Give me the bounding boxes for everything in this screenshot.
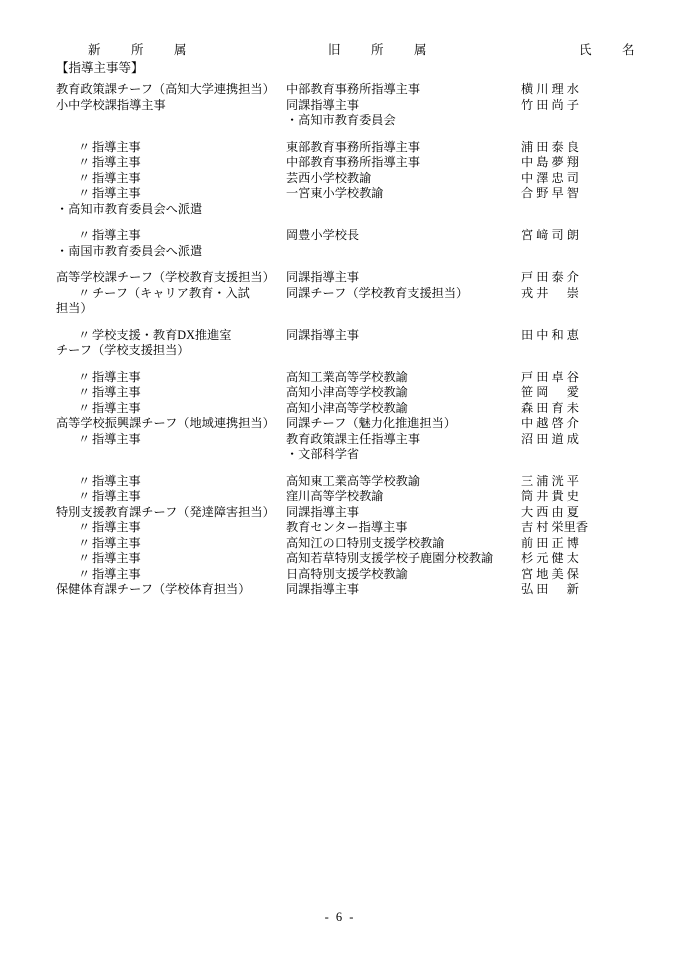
new-post-text: 指導主事	[92, 139, 141, 154]
cell-old-post	[286, 370, 521, 386]
table-row	[56, 82, 636, 98]
cell-new-post	[56, 228, 286, 259]
cell-new-post	[56, 155, 286, 171]
cell-person-name: 笹 岡 愛	[521, 385, 579, 399]
section-title: 【指導主事等】	[56, 61, 144, 75]
cell-new-post	[56, 520, 286, 536]
cell-new-post	[56, 489, 286, 505]
ditto-mark-icon: 〃	[78, 566, 91, 581]
old-post-text: 教育センター指導主事	[286, 520, 408, 534]
ditto-mark-icon: 〃	[78, 327, 91, 342]
cell-new-post	[56, 432, 286, 448]
ditto-mark-icon: 〃	[78, 285, 91, 300]
old-post-text: 一宮東小学校教諭	[286, 186, 384, 200]
page-number: - 6 -	[324, 910, 356, 924]
cell-new-post	[56, 416, 286, 432]
column-header-name: 氏 名	[579, 43, 644, 57]
table-body	[56, 82, 636, 598]
old-post-text: 高知工業高等学校教諭	[286, 369, 408, 384]
cell-new-post	[56, 186, 286, 217]
table-row	[56, 505, 636, 521]
cell-old-post	[286, 551, 521, 567]
new-post-text: 指導主事	[92, 473, 141, 488]
cell-person-name: 合 野 早 智	[521, 186, 579, 200]
new-post-note: ・高知市教育委員会へ派遣	[56, 201, 203, 216]
ditto-mark-icon: 〃	[78, 186, 91, 200]
old-post-text: 東部教育事務所指導主事	[286, 139, 421, 154]
cell-old-post	[286, 82, 521, 98]
cell-person-name: 戎 井 崇	[521, 285, 579, 300]
old-post-text: 窪川高等学校教諭	[286, 489, 384, 503]
new-post-text: 指導主事	[92, 551, 141, 565]
cell-person-name: 筒 井 貴 史	[521, 489, 579, 503]
table-row	[56, 171, 636, 187]
ditto-mark-icon: 〃	[78, 228, 91, 242]
old-post-text: 高知小津高等学校教諭	[286, 400, 408, 415]
table-row	[56, 186, 636, 217]
table-row	[56, 416, 636, 432]
cell-person-name: 弘 田 新	[521, 582, 579, 596]
table-row	[56, 474, 636, 490]
cell-old-post	[286, 401, 521, 417]
cell-person-name: 中 越 啓 介	[521, 416, 579, 430]
old-post-text: 高知小津高等学校教諭	[286, 385, 408, 399]
old-post-text: 高知東工業高等学校教諭	[286, 473, 421, 488]
cell-old-post	[286, 416, 521, 432]
cell-person-name: 宮 地 美 保	[521, 566, 579, 581]
cell-new-post	[56, 171, 286, 187]
old-post-text: 高知江の口特別支援学校教諭	[286, 535, 445, 550]
new-post-text: 特別支援教育課チーフ（発達障害担当）	[56, 504, 275, 519]
ditto-mark-icon: 〃	[78, 489, 91, 503]
cell-person-name: 中 島 夢 翔	[521, 155, 579, 169]
cell-old-post	[286, 520, 521, 536]
table-row	[56, 228, 636, 259]
cell-old-post	[286, 505, 521, 521]
cell-new-post	[56, 328, 286, 359]
cell-old-post	[286, 140, 521, 156]
old-post-text: 芸西小学校教諭	[286, 170, 372, 185]
cell-new-post	[56, 536, 286, 552]
cell-new-post	[56, 98, 286, 114]
column-header-old-post: 旧 所 属	[328, 43, 436, 57]
cell-old-post	[286, 385, 521, 401]
new-post-text: 指導主事	[92, 566, 141, 581]
table-row	[56, 567, 636, 583]
table-row	[56, 432, 636, 463]
table-row	[56, 520, 636, 536]
cell-old-post	[286, 228, 521, 244]
cell-new-post	[56, 385, 286, 401]
table-row	[56, 98, 636, 129]
table-row	[56, 286, 636, 317]
old-post-text: 同課指導主事	[286, 327, 360, 342]
cell-new-post	[56, 505, 286, 521]
cell-old-post	[286, 155, 521, 171]
new-post-text: 指導主事	[92, 369, 141, 384]
cell-old-post	[286, 270, 521, 286]
cell-person-name: 戸 田 卓 谷	[521, 369, 579, 384]
old-post-text: 教育政策課主任指導主事	[286, 431, 421, 446]
old-post-text: 同課チーフ（魅力化推進担当）	[286, 416, 457, 430]
cell-person-name: 宮 﨑 司 朗	[521, 228, 579, 242]
cell-old-post	[286, 171, 521, 187]
old-post-text: 同課指導主事	[286, 270, 360, 284]
cell-person-name: 横 川 理 水	[521, 82, 579, 96]
old-post-text: 岡豊小学校長	[286, 228, 360, 242]
old-post-text: 日高特別支援学校教諭	[286, 566, 408, 581]
old-post-text: 中部教育事務所指導主事	[286, 155, 421, 169]
new-post-continuation: チーフ（学校支援担当）	[56, 343, 190, 357]
new-post-text: 指導主事	[92, 155, 141, 169]
new-post-text: 高等学校振興課チーフ（地域連携担当）	[56, 416, 275, 430]
cell-new-post	[56, 551, 286, 567]
new-post-text: 指導主事	[92, 186, 141, 200]
cell-old-post	[286, 432, 521, 463]
old-post-text: 中部教育事務所指導主事	[286, 82, 421, 96]
cell-person-name: 中 澤 忠 司	[521, 170, 579, 185]
cell-person-name: 竹 田 尚 子	[521, 97, 579, 112]
cell-person-name: 杉 元 健 太	[521, 551, 579, 565]
table-row	[56, 582, 636, 598]
new-post-text: 教育政策課チーフ（高知大学連携担当）	[56, 82, 275, 96]
old-post-text: 同課指導主事	[286, 582, 360, 596]
cell-person-name: 戸 田 泰 介	[521, 270, 579, 284]
ditto-mark-icon: 〃	[78, 369, 91, 384]
cell-person-name: 森 田 育 未	[521, 400, 579, 415]
new-post-note: ・南国市教育委員会へ派遣	[56, 243, 203, 258]
ditto-mark-icon: 〃	[78, 473, 91, 488]
cell-old-post	[286, 98, 521, 129]
old-post-note: ・文部科学省	[286, 447, 360, 461]
new-post-text: 指導主事	[92, 535, 141, 550]
cell-person-name: 大 西 由 夏	[521, 504, 579, 519]
new-post-text: 指導主事	[92, 228, 141, 242]
table-row	[56, 385, 636, 401]
ditto-mark-icon: 〃	[78, 520, 91, 534]
cell-new-post	[56, 401, 286, 417]
ditto-mark-icon: 〃	[78, 431, 91, 446]
cell-new-post	[56, 140, 286, 156]
cell-old-post	[286, 536, 521, 552]
cell-person-name: 田 中 和 恵	[521, 327, 579, 342]
cell-person-name: 吉 村 栄里香	[521, 520, 589, 534]
cell-new-post	[56, 286, 286, 317]
cell-old-post	[286, 474, 521, 490]
ditto-mark-icon: 〃	[78, 535, 91, 550]
old-post-text: 同課チーフ（学校教育支援担当）	[286, 285, 469, 300]
cell-new-post	[56, 474, 286, 490]
table-row	[56, 536, 636, 552]
new-post-text: 小中学校課指導主事	[56, 97, 166, 112]
table-header	[56, 36, 644, 58]
cell-old-post	[286, 567, 521, 583]
new-post-text: 指導主事	[92, 385, 141, 399]
new-post-text: 指導主事	[92, 400, 141, 415]
cell-old-post	[286, 582, 521, 598]
new-post-text: 高等学校課チーフ（学校教育支援担当）	[56, 270, 275, 284]
table-row	[56, 551, 636, 567]
cell-new-post	[56, 582, 286, 598]
table-row	[56, 328, 636, 359]
new-post-text: 指導主事	[92, 489, 141, 503]
cell-old-post	[286, 286, 521, 302]
ditto-mark-icon: 〃	[78, 551, 91, 565]
new-post-text: 指導主事	[92, 431, 141, 446]
column-header-new-post: 新 所 属	[88, 43, 196, 57]
cell-old-post	[286, 328, 521, 344]
new-post-text: 指導主事	[92, 170, 141, 185]
cell-new-post	[56, 270, 286, 286]
old-post-text: 同課指導主事	[286, 97, 360, 112]
cell-old-post	[286, 489, 521, 505]
cell-person-name: 前 田 正 博	[521, 535, 579, 550]
cell-person-name: 沼 田 道 成	[521, 431, 579, 446]
old-post-text: 高知若草特別支援学校子鹿園分校教諭	[286, 551, 494, 565]
cell-person-name: 三 浦 洸 平	[521, 473, 579, 488]
new-post-text: 学校支援・教育DX推進室	[92, 327, 232, 342]
table-row	[56, 270, 636, 286]
new-post-text: 指導主事	[92, 520, 141, 534]
table-row	[56, 370, 636, 386]
cell-new-post	[56, 370, 286, 386]
old-post-text: 同課指導主事	[286, 504, 360, 519]
table-row	[56, 489, 636, 505]
table-row	[56, 140, 636, 156]
cell-person-name: 浦 田 泰 良	[521, 139, 579, 154]
ditto-mark-icon: 〃	[78, 400, 91, 415]
ditto-mark-icon: 〃	[78, 139, 91, 154]
ditto-mark-icon: 〃	[78, 155, 91, 169]
table-row	[56, 401, 636, 417]
cell-old-post	[286, 186, 521, 202]
new-post-text: チーフ（キャリア教育・入試	[92, 285, 250, 300]
cell-new-post	[56, 567, 286, 583]
ditto-mark-icon: 〃	[78, 170, 91, 185]
ditto-mark-icon: 〃	[78, 385, 91, 399]
old-post-note: ・高知市教育委員会	[286, 113, 396, 127]
cell-new-post	[56, 82, 286, 98]
new-post-continuation: 担当）	[56, 301, 93, 315]
new-post-text: 保健体育課チーフ（学校体育担当）	[56, 582, 251, 596]
table-row	[56, 155, 636, 171]
